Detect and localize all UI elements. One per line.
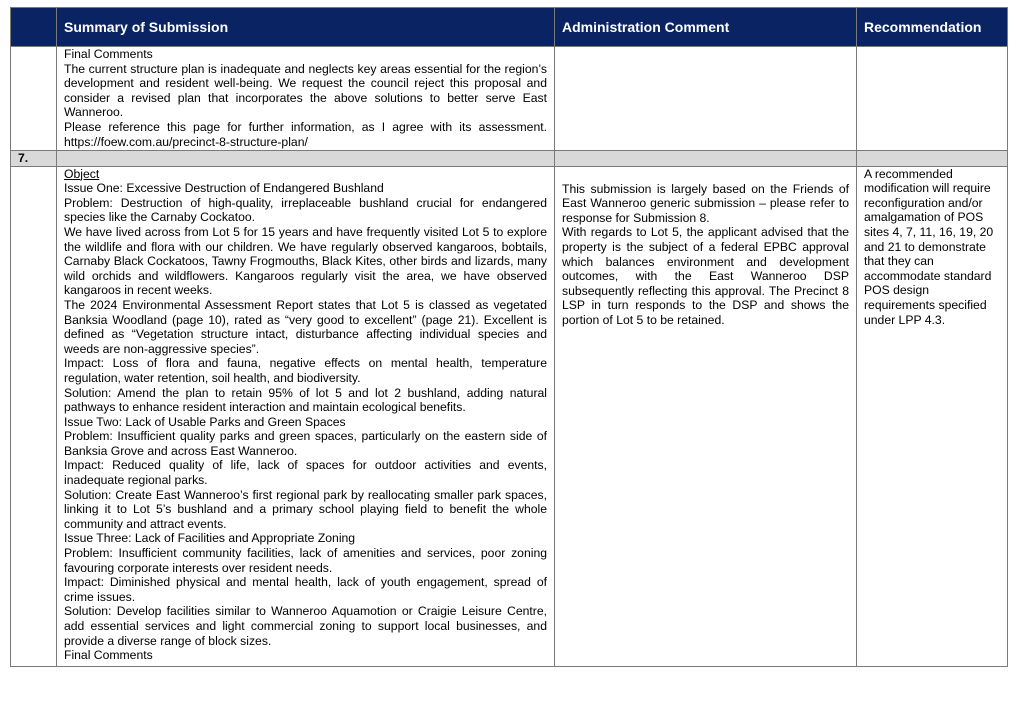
- summary-paragraph: The 2024 Environmental Assessment Report states that Lot 5 is classed as vegetated Banksia Woodland (page 10), rated as “very good to excellent” (page 21). Excellent is defined as “Vegetation structure intact, disturbance affecting individual species and weeds are non-aggressive species”.: [64, 297, 547, 356]
- summary-cell: [57, 47, 555, 151]
- summary-paragraph: We have lived across from Lot 5 for 15 years and have frequently visited Lot 5 to explore the wildlife and flora with our children. We have regularly observed kangaroos, bobtails, Carnaby Black Cockatoos, Tawny Frogmouths, Black Kites, other birds and lizards, many wild orchids and wildflowers. Kangaroos regularly visit the area, we have observed kangaroos in recent weeks.: [64, 224, 547, 298]
- summary-paragraph: Problem: Insufficient community facilities, lack of amenities and services, poor zoning favouring corporate interests over resident needs.: [64, 546, 547, 575]
- summary-paragraph: Solution: Create East Wanneroo’s first regional park by reallocating smaller park spaces, linking it to Lot 5’s bushland and a primary school playing field to benefit the whole community and attract events.: [64, 487, 547, 531]
- header-recommendation: Recommendation: [857, 8, 1008, 47]
- table-row: [11, 47, 1008, 151]
- header-number: [11, 8, 57, 47]
- summary-paragraph: Issue Two: Lack of Usable Parks and Green Spaces: [64, 414, 346, 429]
- summary-paragraph: Problem: Insufficient quality parks and green spaces, particularly on the eastern side of Banksia Grove and across East Wanneroo.: [64, 429, 547, 458]
- table-header-row: [11, 8, 1008, 47]
- recommendation-cell: [857, 166, 1008, 666]
- admin-comment-cell: [555, 47, 857, 151]
- admin-paragraph: This submission is largely based on the Friends of East Wanneroo generic submission – please refer to response for Submission 8.: [562, 181, 849, 225]
- header-summary: Summary of Submission: [57, 8, 555, 47]
- summary-paragraph: Impact: Loss of flora and fauna, negative effects on mental health, temperature regulation, water retention, soil health, and biodiversity.: [64, 356, 547, 385]
- summary-paragraph: The current structure plan is inadequate and neglects key areas essential for the region’s development and resident well-being. We request the council reject this proposal and consider a revised plan that incorporates the above solutions to better serve East Wanneroo.: [64, 61, 547, 120]
- header-admin-comment: Administration Comment: [555, 8, 857, 47]
- submission-number: 7.: [11, 151, 57, 167]
- summary-paragraph: Final Comments: [64, 648, 153, 663]
- admin-comment-cell: [555, 166, 857, 666]
- summary-paragraph: Solution: Develop facilities similar to Wanneroo Aquamotion or Craigie Leisure Centre, add essential services and light commercial zoning to support local businesses, and provide a diverse range of block sizes.: [64, 604, 547, 648]
- summary-paragraph: Solution: Amend the plan to retain 95% of lot 5 and lot 2 bushland, adding natural pathways to enhance resident interaction and maintain ecological benefits.: [64, 385, 547, 415]
- row-number-cell: [11, 47, 57, 151]
- summary-paragraph: Final Comments: [64, 47, 153, 61]
- summary-paragraph: Impact: Reduced quality of life, lack of spaces for outdoor activities and events, inadequate regional parks.: [64, 458, 547, 488]
- recommendation-cell: [857, 47, 1008, 151]
- object-label: Object: [64, 166, 100, 181]
- row-number-cell: [11, 166, 57, 666]
- submissions-table: [10, 7, 1008, 667]
- admin-paragraph: With regards to Lot 5, the applicant advised that the property is the subject of a federal EPBC approval which balances environment and development outcomes, with the East Wanneroo DSP subsequently reflecting this approval. The Precinct 8 LSP in turn responds to the DSP and shows the portion of Lot 5 to be retained.: [562, 225, 849, 327]
- submission-number-row: [11, 151, 1008, 167]
- summary-paragraph: Issue One: Excessive Destruction of Endangered Bushland: [64, 181, 384, 196]
- table-row: [11, 166, 1008, 666]
- summary-paragraph: Problem: Destruction of high-quality, irreplaceable bushland crucial for endangered species like the Carnaby Cockatoo.: [64, 195, 547, 225]
- summary-paragraph: Impact: Diminished physical and mental health, lack of youth engagement, spread of crime issues.: [64, 575, 547, 604]
- summary-paragraph: Issue Three: Lack of Facilities and Appropriate Zoning: [64, 531, 356, 546]
- summary-cell: [57, 166, 555, 666]
- recommendation-text: A recommended modification will require reconfiguration and/or amalgamation of POS sites 4, 7, 11, 16, 19, 20 and 21 to demonstrate that they can accommodate standard POS design requirements specified under LPP 4.3.: [864, 166, 994, 327]
- summary-paragraph: Please reference this page for further information, as I agree with its assessment. https://foew.com.au/precinct-8-structure-plan/: [64, 119, 547, 149]
